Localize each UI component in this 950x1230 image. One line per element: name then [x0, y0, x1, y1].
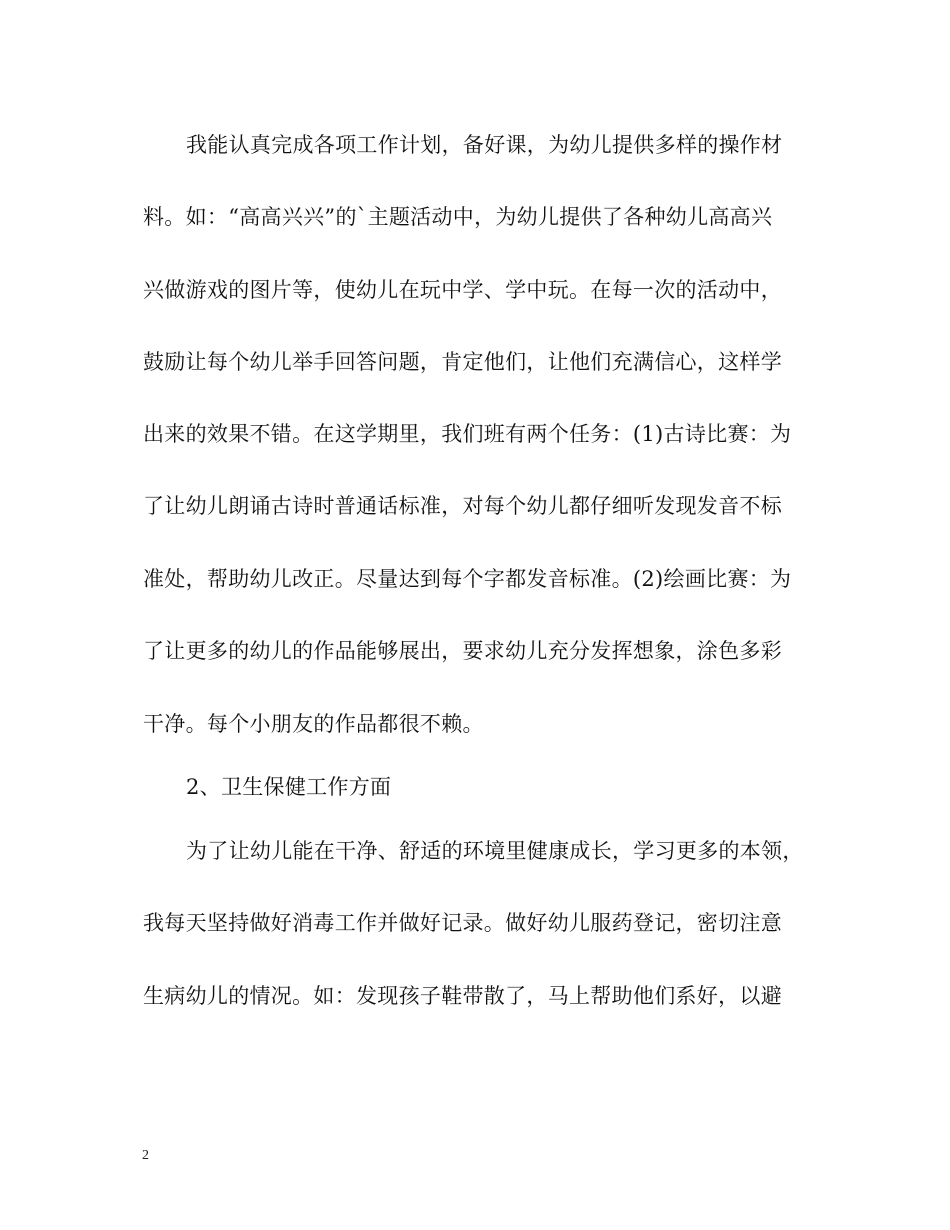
paragraph-2-line-3: 生病幼儿的情况。如：发现孩子鞋带散了，马上帮助他们系好，以避 [143, 984, 782, 1008]
paragraph-1-line-3: 兴做游戏的图片等，使幼儿在玩中学、学中玩。在每一次的活动中， [143, 278, 782, 302]
page-number: 2 [142, 1148, 149, 1163]
paragraph-1-line-5: 出来的效果不错。在这学期里，我们班有两个任务：(1)古诗比赛：为 [143, 422, 792, 446]
section-heading: 2、卫生保健工作方面 [186, 775, 392, 799]
paragraph-2-line-1: 为了让幼儿能在干净、舒适的环境里健康成长，学习更多的本领， [186, 839, 804, 863]
paragraph-1-line-9: 干净。每个小朋友的作品都很不赖。 [143, 712, 484, 736]
paragraph-1-line-1: 我能认真完成各项工作计划，备好课，为幼儿提供多样的操作材 [186, 133, 783, 157]
paragraph-2-line-2: 我每天坚持做好消毒工作并做好记录。做好幼儿服药登记，密切注意 [143, 911, 782, 935]
paragraph-1-line-4: 鼓励让每个幼儿举手回答问题，肯定他们，让他们充满信心，这样学 [143, 350, 782, 374]
paragraph-1-line-6: 了让幼儿朗诵古诗时普通话标准，对每个幼儿都仔细听发现发音不标 [143, 494, 782, 518]
paragraph-1-line-8: 了让更多的幼儿的作品能够展出，要求幼儿充分发挥想象，涂色多彩 [143, 639, 782, 663]
paragraph-1-line-7: 准处，帮助幼儿改正。尽量达到每个字都发音标准。(2)绘画比赛：为 [143, 567, 792, 591]
paragraph-1-line-2: 料。如：“高高兴兴”的`主题活动中，为幼儿提供了各种幼儿高高兴 [143, 205, 773, 229]
